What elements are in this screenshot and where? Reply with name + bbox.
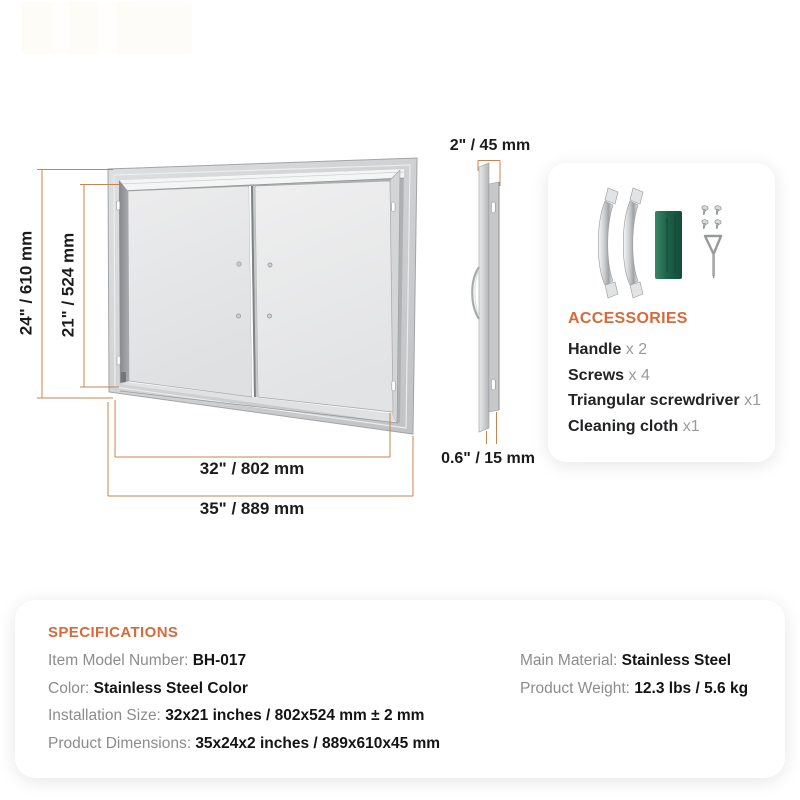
dim-label-inner-width: 32" / 802 mm [199, 459, 305, 478]
dim-label-flange: 0.6" / 15 mm [441, 450, 535, 467]
handle-icon [598, 188, 643, 298]
screws-icon [701, 205, 722, 229]
cleaning-pad-icon [655, 211, 682, 279]
spec-value: 35x24x2 inches / 889x610x45 mm [195, 734, 441, 752]
spec-label: Installation Size: [48, 707, 166, 724]
spec-row [48, 730, 440, 758]
accessory-name: Handle [568, 341, 622, 358]
spec-row [520, 675, 748, 703]
spec-row [48, 702, 440, 730]
spec-value: 12.3 lbs / 5.6 kg [634, 679, 749, 697]
specifications-title: SPECIFICATIONS [48, 624, 179, 641]
door-front-view [108, 158, 417, 434]
accessory-name: Screws [568, 366, 625, 384]
door-side-view [472, 163, 499, 432]
specifications-panel [15, 600, 785, 778]
spec-value: BH-017 [192, 652, 247, 669]
accessory-item [568, 414, 761, 440]
accessory-qty: x1 [682, 417, 700, 435]
dim-label-inner-height: 21" / 524 mm [58, 232, 78, 338]
accessories-icons [548, 163, 775, 313]
spec-value: 32x21 inches / 802x524 mm ± 2 mm [165, 707, 425, 724]
accessory-qty: x 4 [628, 366, 650, 384]
spec-label: Main Material: [520, 652, 622, 669]
specifications-right-column [520, 647, 748, 702]
dim-label-outer-height: 24" / 610 mm [16, 230, 36, 336]
spec-row [48, 675, 440, 703]
accessory-name: Cleaning cloth [568, 417, 679, 435]
latch-detail [121, 372, 126, 382]
spec-value: Stainless Steel Color [93, 679, 248, 697]
dim-label-depth: 2" / 45 mm [449, 137, 531, 154]
accessories-title: ACCESSORIES [568, 310, 688, 327]
accessory-qty: x1 [744, 392, 761, 409]
spec-value: Stainless Steel [621, 652, 732, 669]
spec-label: Item Model Number: [48, 652, 193, 669]
screwdriver-icon [705, 236, 721, 278]
accessory-item [568, 337, 761, 363]
spec-row [520, 647, 748, 675]
accessories-panel [548, 163, 775, 462]
spec-row [48, 647, 440, 675]
accessory-item [568, 388, 761, 414]
accessory-name: Triangular screwdriver [568, 392, 740, 409]
accessories-list [568, 337, 761, 439]
side-handle-arc [472, 267, 479, 319]
dim-label-outer-width: 35" / 889 mm [199, 499, 305, 518]
spec-label: Color: [48, 679, 94, 697]
specifications-left-column [48, 647, 440, 757]
spec-label: Product Dimensions: [48, 734, 196, 752]
accessory-item [568, 363, 761, 389]
spec-label: Product Weight: [520, 679, 635, 697]
door-diagram [0, 0, 545, 545]
accessory-qty: x 2 [625, 341, 648, 358]
